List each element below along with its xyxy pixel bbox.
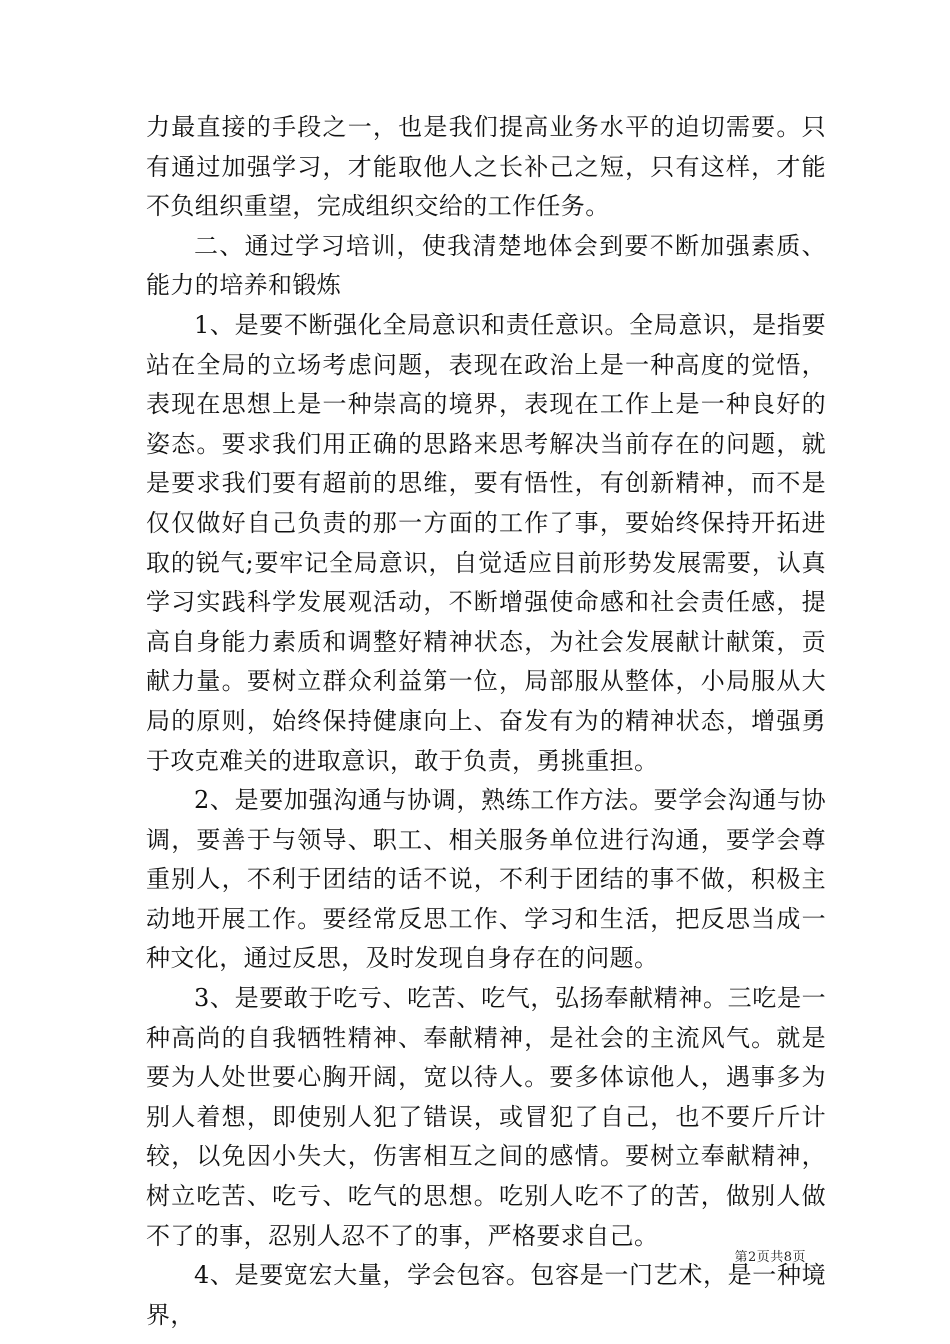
paragraph-continuation: 力最直接的手段之一，也是我们提高业务水平的迫切需要。只有通过加强学习，才能取他人之长补己之短，只有这样，才能不负组织重望，完成组织交给的工作任务。 bbox=[146, 113, 826, 221]
paragraph-point-3: 3、是要敢于吃亏、吃苦、吃气，弘扬奉献精神。三吃是一种高尚的自我牺牲精神、奉献精神，是社会的主流风气。就是要为人处世要心胸开阔，宽以待人。要多体谅他人，遇事多为别人着想，即使别人犯了错误，或冒犯了自己，也不要斤斤计较，以免因小失大，伤害相互之间的感情。要树立奉献精神，树立吃苦、吃亏、吃气的思想。吃别人吃不了的苦，做别人做不了的事，忍别人忍不了的事，严格要求自己。 bbox=[146, 984, 826, 1250]
document-body bbox=[146, 108, 826, 1335]
page-number-footer: 第2页共8页 bbox=[734, 1250, 806, 1265]
paragraph-point-1: 1、是要不断强化全局意识和责任意识。全局意识，是指要站在全局的立场考虑问题，表现在政治上是一种高度的觉悟，表现在思想上是一种崇高的境界，表现在工作上是一种良好的姿态。要求我们用正确的思路来思考解决当前存在的问题，就是要求我们要有超前的思维，要有悟性，有创新精神，而不是仅仅做好自己负责的那一方面的工作了事，要始终保持开拓进取的锐气;要牢记全局意识，自觉适应目前形势发展需要，认真学习实践科学发展观活动，不断增强使命感和社会责任感，提高自身能力素质和调整好精神状态，为社会发展献计献策，贡献力量。要树立群众利益第一位，局部服从整体，小局服从大局的原则，始终保持健康向上、奋发有为的精神状态，增强勇于攻克难关的进取意识，敢于负责，勇挑重担。 bbox=[146, 310, 826, 775]
section-heading-two: 二、通过学习培训，使我清楚地体会到要不断加强素质、能力的培养和锻炼 bbox=[146, 231, 826, 300]
paragraph-point-4: 4、是要宽宏大量，学会包容。包容是一门艺术，是一种境界， bbox=[146, 1261, 826, 1329]
paragraph-point-2: 2、是要加强沟通与协调，熟练工作方法。要学会沟通与协调，要善于与领导、职工、相关服务单位进行沟通，要学会尊重别人，不利于团结的话不说，不利于团结的事不做，积极主动地开展工作。要经常反思工作、学习和生活，把反思当成一种文化，通过反思，及时发现自身存在的问题。 bbox=[146, 786, 826, 973]
